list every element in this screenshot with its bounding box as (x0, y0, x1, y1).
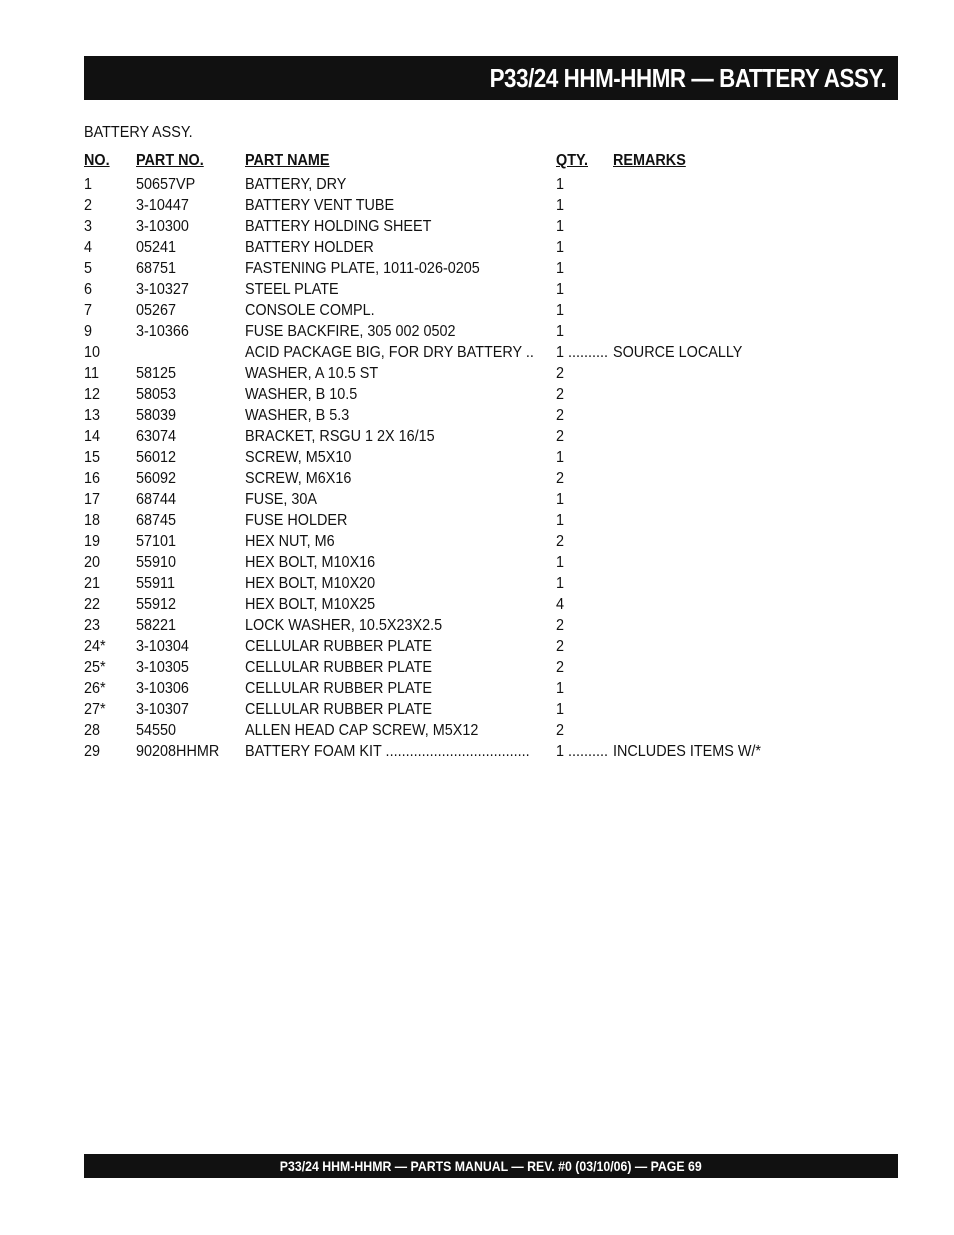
cell-remarks: SOURCE LOCALLY (613, 344, 743, 361)
cell-part-no: 58053 (136, 386, 177, 403)
table-row (84, 405, 898, 426)
cell-part-no: 56012 (136, 449, 177, 466)
cell-part-name: STEEL PLATE (245, 281, 339, 298)
cell-part-name: BATTERY HOLDER (245, 239, 374, 256)
cell-part-no: 68745 (136, 512, 177, 529)
cell-qty: 1 (556, 323, 565, 340)
cell-part-name: CELLULAR RUBBER PLATE (245, 701, 433, 718)
table-header (84, 150, 898, 174)
column-header-remarks: REMARKS (613, 152, 686, 169)
cell-part-no: 57101 (136, 533, 177, 550)
column-header-part-name: PART NAME (245, 152, 330, 169)
table-row (84, 657, 898, 678)
cell-no: 21 (84, 575, 101, 592)
cell-part-no: 58125 (136, 365, 177, 382)
cell-qty: 2 (556, 533, 565, 550)
cell-part-name: BATTERY VENT TUBE (245, 197, 395, 214)
cell-no: 20 (84, 554, 101, 571)
cell-part-name: CONSOLE COMPL. (245, 302, 375, 319)
cell-qty: 1 (556, 218, 565, 235)
cell-qty: 2 (556, 617, 565, 634)
cell-part-name: WASHER, B 5.3 (245, 407, 350, 424)
column-header-qty: QTY. (556, 152, 589, 169)
cell-qty: 1 (556, 449, 565, 466)
cell-no: 3 (84, 218, 93, 235)
cell-qty: 1 (556, 197, 565, 214)
page-title-bar (84, 56, 898, 100)
cell-no: 15 (84, 449, 101, 466)
cell-part-no: 56092 (136, 470, 177, 487)
section-label: BATTERY ASSY. (84, 124, 193, 141)
page-footer: P33/24 HHM-HHMR — PARTS MANUAL — REV. #0 (03/10/06) — PAGE 69 (280, 1158, 702, 1174)
table-row (84, 258, 898, 279)
cell-no: 11 (84, 365, 99, 382)
table-row (84, 636, 898, 657)
cell-qty: 1 (556, 239, 565, 256)
cell-qty: 2 (556, 428, 565, 445)
cell-part-name: WASHER, A 10.5 ST (245, 365, 379, 382)
cell-part-name: LOCK WASHER, 10.5X23X2.5 (245, 617, 443, 634)
cell-qty: 1 (556, 176, 565, 193)
cell-no: 9 (84, 323, 93, 340)
cell-part-no: 3-10447 (136, 197, 189, 214)
cell-part-name: ALLEN HEAD CAP SCREW, M5X12 (245, 722, 479, 739)
cell-qty: 2 (556, 365, 565, 382)
cell-no: 10 (84, 344, 101, 361)
cell-no: 18 (84, 512, 101, 529)
table-row (84, 300, 898, 321)
cell-qty: 1 .......... (556, 344, 609, 361)
cell-part-no: 68744 (136, 491, 177, 508)
cell-qty: 1 (556, 512, 565, 529)
cell-part-no: 3-10306 (136, 680, 189, 697)
table-row (84, 489, 898, 510)
cell-part-no: 55911 (136, 575, 175, 592)
table-row (84, 195, 898, 216)
cell-part-name: FUSE HOLDER (245, 512, 348, 529)
table-row (84, 237, 898, 258)
cell-part-no: 54550 (136, 722, 177, 739)
cell-no: 6 (84, 281, 93, 298)
cell-part-name: BATTERY, DRY (245, 176, 347, 193)
cell-part-no: 58221 (136, 617, 177, 634)
cell-part-no: 05267 (136, 302, 177, 319)
cell-qty: 1 (556, 302, 565, 319)
cell-part-no: 50657VP (136, 176, 196, 193)
cell-part-name: HEX BOLT, M10X20 (245, 575, 376, 592)
cell-qty: 1 (556, 554, 565, 571)
cell-part-name: HEX BOLT, M10X25 (245, 596, 376, 613)
table-row (84, 741, 898, 762)
cell-part-no: 58039 (136, 407, 177, 424)
cell-part-name: BATTERY FOAM KIT .................................... (245, 743, 530, 760)
cell-no: 5 (84, 260, 93, 277)
cell-part-no: 3-10305 (136, 659, 189, 676)
table-row (84, 594, 898, 615)
cell-qty: 2 (556, 407, 565, 424)
cell-qty: 1 (556, 281, 565, 298)
column-header-no: NO. (84, 152, 110, 169)
cell-no: 19 (84, 533, 101, 550)
table-row (84, 615, 898, 636)
page-title: P33/24 HHM-HHMR — BATTERY ASSY. (489, 62, 886, 93)
table-row (84, 699, 898, 720)
cell-no: 16 (84, 470, 101, 487)
cell-qty: 1 (556, 680, 565, 697)
cell-part-name: CELLULAR RUBBER PLATE (245, 659, 433, 676)
table-row (84, 573, 898, 594)
cell-no: 13 (84, 407, 101, 424)
table-row (84, 342, 898, 363)
cell-part-no: 3-10366 (136, 323, 189, 340)
cell-part-name: CELLULAR RUBBER PLATE (245, 638, 433, 655)
cell-qty: 1 .......... (556, 743, 609, 760)
cell-part-name: FUSE BACKFIRE, 305 002 0502 (245, 323, 456, 340)
cell-part-no: 68751 (136, 260, 177, 277)
cell-no: 14 (84, 428, 101, 445)
cell-no: 4 (84, 239, 93, 256)
cell-part-name: HEX NUT, M6 (245, 533, 335, 550)
cell-part-no: 05241 (136, 239, 177, 256)
table-row (84, 174, 898, 195)
cell-part-name: SCREW, M5X10 (245, 449, 352, 466)
cell-no: 28 (84, 722, 101, 739)
cell-part-name: WASHER, B 10.5 (245, 386, 358, 403)
cell-part-name: ACID PACKAGE BIG, FOR DRY BATTERY .. (245, 344, 534, 361)
cell-no: 12 (84, 386, 101, 403)
cell-part-name: HEX BOLT, M10X16 (245, 554, 376, 571)
cell-qty: 2 (556, 470, 565, 487)
cell-qty: 1 (556, 575, 565, 592)
table-row (84, 216, 898, 237)
table-row (84, 552, 898, 573)
cell-part-no: 3-10304 (136, 638, 189, 655)
cell-qty: 4 (556, 596, 565, 613)
table-row (84, 531, 898, 552)
table-row (84, 279, 898, 300)
cell-qty: 1 (556, 491, 565, 508)
cell-part-no: 3-10327 (136, 281, 189, 298)
cell-no: 27* (84, 701, 106, 718)
table-row (84, 363, 898, 384)
table-row (84, 426, 898, 447)
cell-no: 17 (84, 491, 101, 508)
table-row (84, 447, 898, 468)
cell-qty: 2 (556, 659, 565, 676)
cell-part-name: FUSE, 30A (245, 491, 318, 508)
cell-no: 2 (84, 197, 93, 214)
cell-no: 26* (84, 680, 106, 697)
cell-qty: 2 (556, 722, 565, 739)
cell-qty: 1 (556, 701, 565, 718)
cell-part-name: SCREW, M6X16 (245, 470, 352, 487)
cell-remarks: INCLUDES ITEMS W/* (613, 743, 762, 760)
cell-part-no: 63074 (136, 428, 177, 445)
table-row (84, 321, 898, 342)
cell-no: 7 (84, 302, 93, 319)
cell-no: 1 (84, 176, 93, 193)
cell-part-no: 3-10307 (136, 701, 189, 718)
cell-part-no: 3-10300 (136, 218, 189, 235)
cell-no: 25* (84, 659, 106, 676)
column-header-part-no: PART NO. (136, 152, 204, 169)
cell-qty: 1 (556, 260, 565, 277)
parts-table (84, 150, 898, 762)
table-body (84, 174, 898, 762)
cell-part-no: 55912 (136, 596, 177, 613)
cell-no: 22 (84, 596, 101, 613)
cell-part-no: 90208HHMR (136, 743, 220, 760)
cell-no: 23 (84, 617, 101, 634)
cell-part-name: BATTERY HOLDING SHEET (245, 218, 432, 235)
table-row (84, 720, 898, 741)
cell-no: 24* (84, 638, 106, 655)
table-row (84, 468, 898, 489)
cell-part-name: CELLULAR RUBBER PLATE (245, 680, 433, 697)
cell-qty: 2 (556, 638, 565, 655)
cell-part-name: FASTENING PLATE, 1011-026-0205 (245, 260, 480, 277)
cell-part-no: 55910 (136, 554, 177, 571)
cell-qty: 2 (556, 386, 565, 403)
cell-part-name: BRACKET, RSGU 1 2X 16/15 (245, 428, 435, 445)
cell-no: 29 (84, 743, 101, 760)
table-row (84, 384, 898, 405)
page-footer-bar (84, 1154, 898, 1178)
table-row (84, 678, 898, 699)
table-row (84, 510, 898, 531)
